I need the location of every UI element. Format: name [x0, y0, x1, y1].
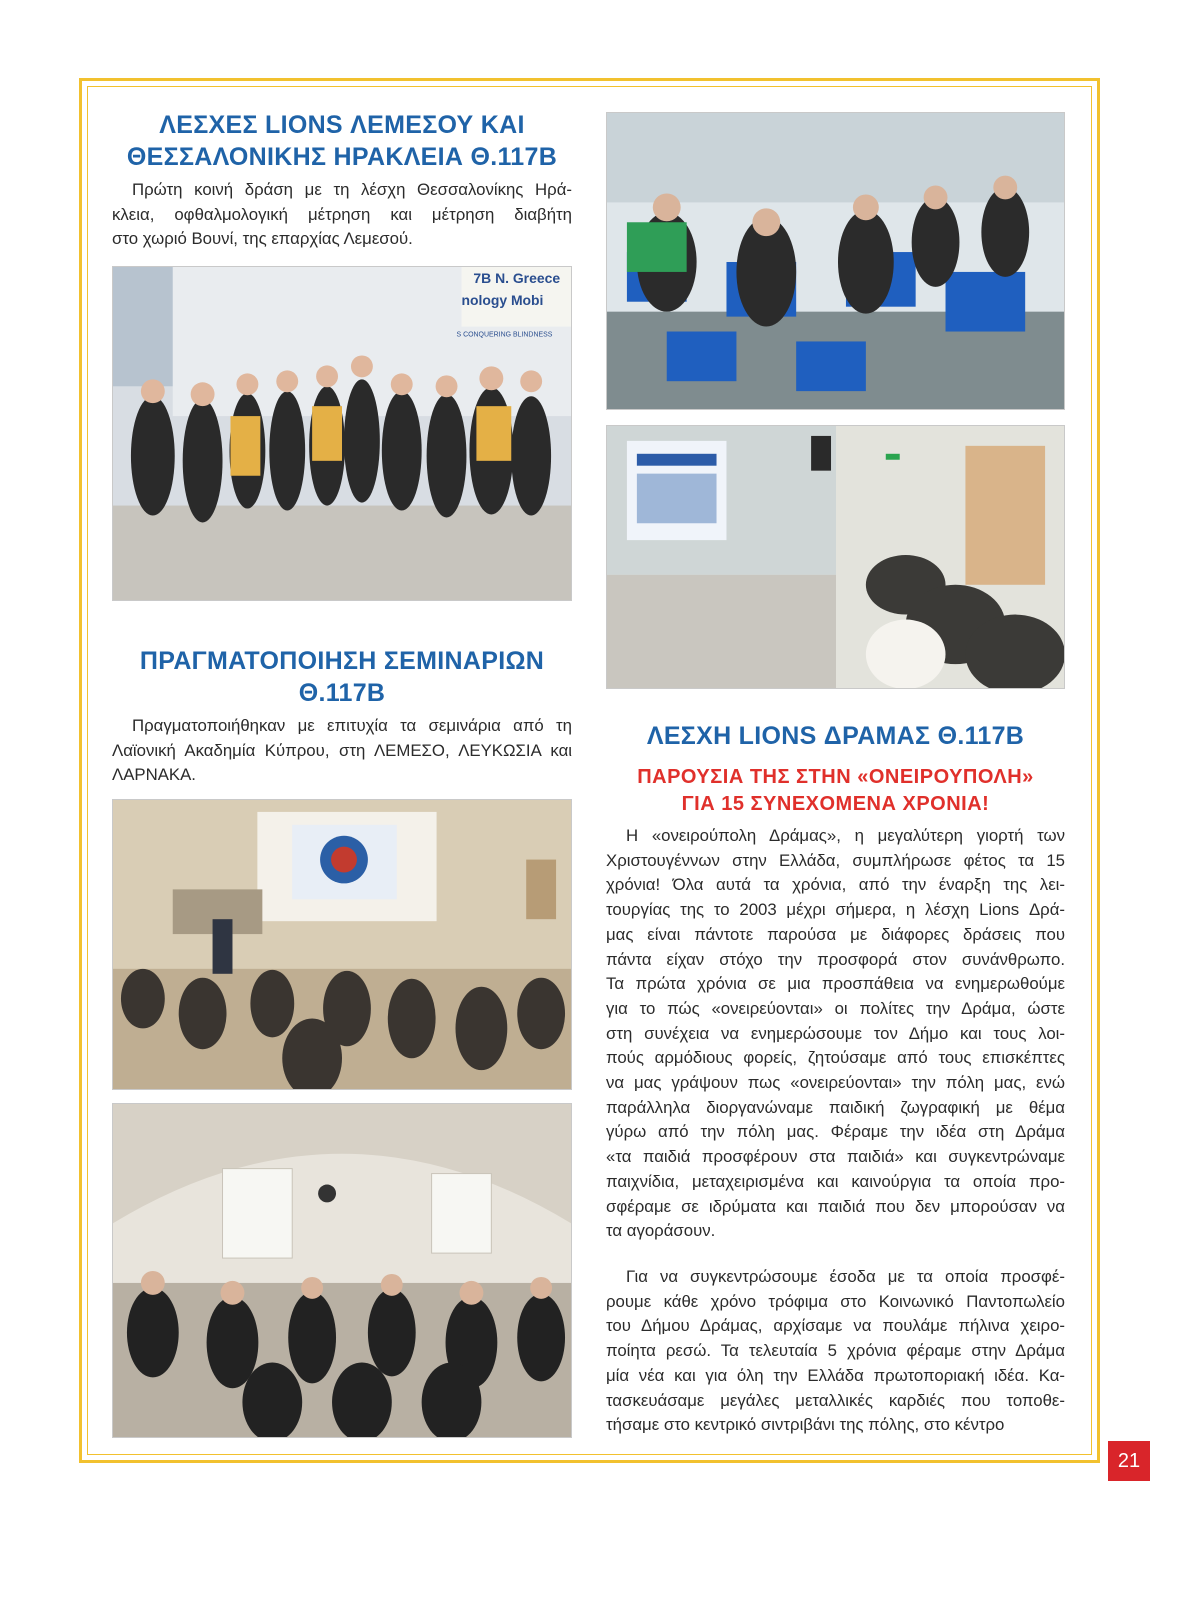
section-title-seminars	[112, 645, 572, 709]
section3-paragraph-1	[606, 824, 1065, 1244]
body-line: ποίητα ρεσώ. Τα τελευταία 5 χρόνια φέραμε στην Δράμα	[606, 1341, 1065, 1361]
section-title-lions-drama: ΛΕΣΧΗ LIONS ΔΡΑΜΑΣ Θ.117Β	[646, 722, 1025, 750]
subtitle-line: ΠΑΡΟΥΣΙΑ ΤΗΣ ΣΤΗΝ «ΟΝΕΙΡΟΥΠΟΛΗ»	[637, 766, 1034, 788]
body-line: χρόνια! Όλα αυτά τα χρόνια, από την έναρξη της λει-	[606, 875, 1065, 895]
body-line: κλεια, οφθαλμολογική μέτρηση και μέτρηση διαβήτη	[112, 204, 572, 224]
body-line: τασκευάσαμε μεγάλες μεταλλικές καρδιές που τοποθε-	[606, 1390, 1065, 1410]
body-line: γύρω από την πόλη μας. Φέραμε την ιδέα στη Δράμα	[606, 1122, 1065, 1142]
title-line: ΠΡΑΓΜΑΤΟΠΟΙΗΣΗ ΣΕΜΙΝΑΡΙΩΝ	[139, 647, 545, 675]
photo-projector-presentation	[606, 425, 1065, 689]
title-line: ΛΕΣΧΕΣ LIONS ΛΕΜΕΣΟΥ ΚΑΙ	[159, 111, 525, 139]
title-line: ΘΕΣΣΑΛΟΝΙΚΗΣ ΗΡΑΚΛΕΙΑ Θ.117Β	[126, 143, 558, 171]
body-line: στη συνέχεια να ενημερώσουμε τον Δήμο και τους λοι-	[606, 1023, 1065, 1043]
title-line: Θ.117Β	[298, 679, 386, 707]
page-number: 21	[1108, 1441, 1150, 1481]
body-line: πάντα είχαν στόχο την προσφορά στον συνάνθρωπο.	[606, 949, 1065, 969]
body-line: για το πώς «ονειρεύονται» οι πολίτες την Δράμα, ώστε	[606, 998, 1065, 1018]
body-line: μας είναι πάντοτε παρούσα με διάφορες δράσεις που	[606, 924, 1065, 944]
body-line: Η «ονειρούπολη Δράμας», η μεγαλύτερη γιορτή των	[626, 826, 1065, 845]
body-line: «τα παιδιά προσφέρουν στα παιδιά» και συγκεντρώναμε	[606, 1147, 1065, 1167]
body-line: παιχνίδια, μεταχειρισμένα και καινούργια τα οποία προ-	[606, 1171, 1065, 1191]
photo-audience-chairs	[606, 112, 1065, 410]
subtitle-line: ΓΙΑ 15 ΣΥΝΕΧΟΜΕΝΑ ΧΡΟΝΙΑ!	[681, 793, 990, 815]
photo-group-outdoor	[112, 266, 572, 601]
van-text-1: 7B N. Greece	[473, 269, 561, 286]
photo-seminar-room-1	[112, 799, 572, 1090]
body-line: Πρώτη κοινή δράση με τη λέσχη Θεσσαλονίκης Ηρά-	[132, 180, 572, 199]
body-line: ρουμε κάθε χρόνο τρόφιμα στο Κοινωνικό Παντοπωλείο	[606, 1291, 1065, 1311]
body-line: ΛΑΡΝΑΚΑ.	[112, 765, 196, 785]
body-line: Πραγματοποιήθηκαν με επιτυχία τα σεμινάρια από τη	[132, 716, 572, 735]
section-subtitle-oneiroupoli	[606, 764, 1065, 818]
section1-body	[112, 178, 572, 252]
body-line: στο χωριό Βουνί, της επαρχίας Λεμεσού.	[112, 229, 413, 249]
body-line: Λαϊονική Ακαδημία Κύπρου, στη ΛΕΜΕΣΟ, ΛΕΥΚΩΣΙΑ και	[112, 740, 572, 760]
body-line: σφέραμε σε ιδρύματα και παιδιά που δεν μπορούσαν να	[606, 1196, 1065, 1216]
body-line: παράλληλα διοργανώναμε παιδική ζωγραφική με θέμα	[606, 1097, 1065, 1117]
body-line: μία νέα και για όλη την Ελλάδα πρωτοποριακή ιδέα. Κα-	[606, 1365, 1065, 1385]
section-title-lions-lemesos	[112, 109, 572, 173]
section2-body	[112, 714, 572, 788]
section3-paragraph-2	[606, 1265, 1065, 1438]
van-text-2: nology Mobi	[461, 291, 544, 308]
body-line: τήσαμε στο κεντρικό σιντριβάνι της πόλης, στο κέντρο	[606, 1415, 1005, 1435]
body-line: πούς αρμόδιους φορείς, ζητούσαμε από τους επισκέπτες	[606, 1048, 1065, 1068]
body-line: να μας γράψουν πως «ονειρεύονται» την πόλη μας, ενώ	[606, 1073, 1065, 1093]
body-line: Για να συγκεντρώσουμε έσοδα με τα οποία προσφέ-	[626, 1267, 1065, 1286]
body-line: τα αγοράσουν.	[606, 1221, 716, 1241]
body-line: Τα πρώτα χρόνια σε μια προσπάθεια να ενημερωθούμε	[606, 974, 1065, 994]
body-line: του Δήμου Δράμας, αρχίσαμε να πουλάμε πήλινα χειρο-	[606, 1316, 1065, 1336]
van-text-3: S CONQUERING BLINDNESS	[456, 331, 553, 339]
body-line: Χριστουγέννων στην Ελλάδα, συμπλήρωσε φέτος τα 15	[606, 850, 1065, 870]
photo-seminar-room-2	[112, 1103, 572, 1438]
body-line: τουργίας της το 2003 μέχρι σήμερα, η λέσχη Lions Δρά-	[606, 900, 1065, 920]
